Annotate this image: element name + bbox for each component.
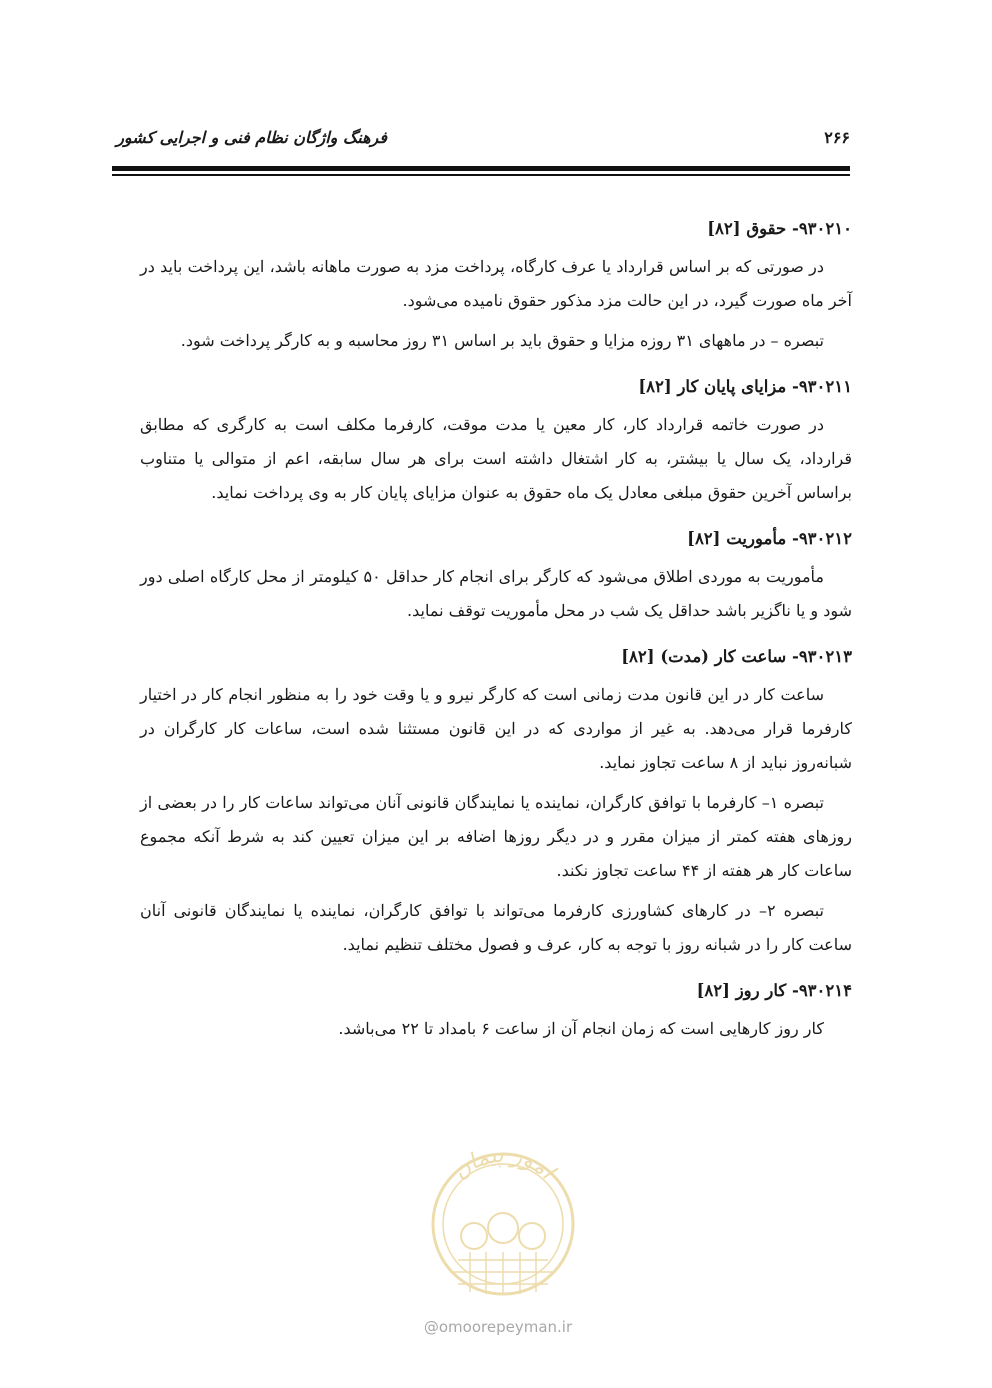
entry-paragraph: کار روز کارهایی است که زمان انجام آن از ساعت ۶ بامداد تا ۲۲ می‌باشد.	[338, 1019, 824, 1038]
watermark-logo-icon	[418, 1132, 588, 1312]
entry-title: ۹۳۰۲۱۰- حقوق [۸۲]	[707, 219, 852, 238]
entry-note: تبصره – در ماههای ۳۱ روزه مزایا و حقوق باید بر اساس ۳۱ روز محاسبه و به کارگر پرداخت شود.	[180, 331, 824, 350]
entry-930212	[140, 524, 852, 628]
entry-930210	[140, 214, 852, 358]
document-body	[140, 214, 852, 1060]
svg-text:امور پیمان	[448, 1143, 561, 1186]
entry-note: تبصره ۲– در کارهای کشاورزی کارفرما می‌تواند با توافق کارگران، نماینده یا نمایندگان قانونی آنان ساعت کار را در شبانه روز با توجه به کار، عرف و فصول مختلف تنظیم نماید.	[140, 901, 852, 954]
entry-note: تبصره ۱– کارفرما با توافق کارگران، نماینده یا نمایندگان قانونی آنان می‌تواند ساعات کار را در بعضی از روزهای هفته کمتر از میزان مقرر و در دیگر روزها اضافه بر این میزان تعیین کند به شرط آنکه مجموع ساعات کار هر هفته از ۴۴ ساعت تجاوز نکند.	[140, 793, 852, 880]
entry-title: ۹۳۰۲۱۳- ساعت کار (مدت) [۸۲]	[621, 647, 852, 666]
entry-paragraph: در صورت خاتمه قرارداد کار، کار معین یا مدت موقت، کارفرما مکلف است به کارگری که مطابق قرارداد، یک سال یا بیشتر، به کار اشتغال داشته است برای هر سال سابقه، اعم از متوالی یا متناوب براساس آخرین حقوق مبلغی معادل یک ماه حقوق به عنوان مزایای پایان کار به وی پرداخت نماید.	[140, 415, 852, 502]
page-header	[112, 128, 850, 158]
watermark-url: @omoorepeyman.ir	[423, 1318, 573, 1336]
entry-930214	[140, 976, 852, 1046]
header-rule-thick	[112, 166, 850, 171]
entry-930213	[140, 642, 852, 962]
entry-title: ۹۳۰۲۱۱- مزایای پایان کار [۸۲]	[638, 377, 852, 396]
entry-paragraph: ساعت کار در این قانون مدت زمانی است که کارگر نیرو و یا وقت خود را به منظور انجام کار در اختیار کارفرما قرار می‌دهد. به غیر از مواردی که در این قانون مستثنا شده است، ساعات کار کارگران در شبانه‌روز نباید از ۸ ساعت تجاوز نماید.	[140, 685, 853, 772]
entry-930211	[140, 372, 852, 510]
entry-paragraph: در صورتی که بر اساس قرارداد یا عرف کارگاه، پرداخت مزد به صورت ماهانه باشد، این پرداخت باید در آخر ماه صورت گیرد، در این حالت مزد مذکور حقوق نامیده می‌شود.	[140, 257, 852, 310]
entry-title: ۹۳۰۲۱۴- کار روز [۸۲]	[696, 981, 852, 1000]
entry-paragraph: مأموریت به موردی اطلاق می‌شود که کارگر برای انجام کار حداقل ۵۰ کیلومتر از محل کارگاه اصلی دور شود و یا ناگزیر باشد حداقل یک شب در محل مأموریت توقف نماید.	[140, 567, 852, 620]
running-title: فرهنگ واژگان نظام فنی و اجرایی کشور	[116, 128, 387, 147]
watermark-logo-text: امور پیمان	[448, 1142, 559, 1185]
entry-title: ۹۳۰۲۱۲- مأموریت [۸۲]	[687, 529, 852, 548]
header-rule-thin	[112, 174, 850, 176]
page-number: ۲۶۶	[824, 128, 850, 147]
